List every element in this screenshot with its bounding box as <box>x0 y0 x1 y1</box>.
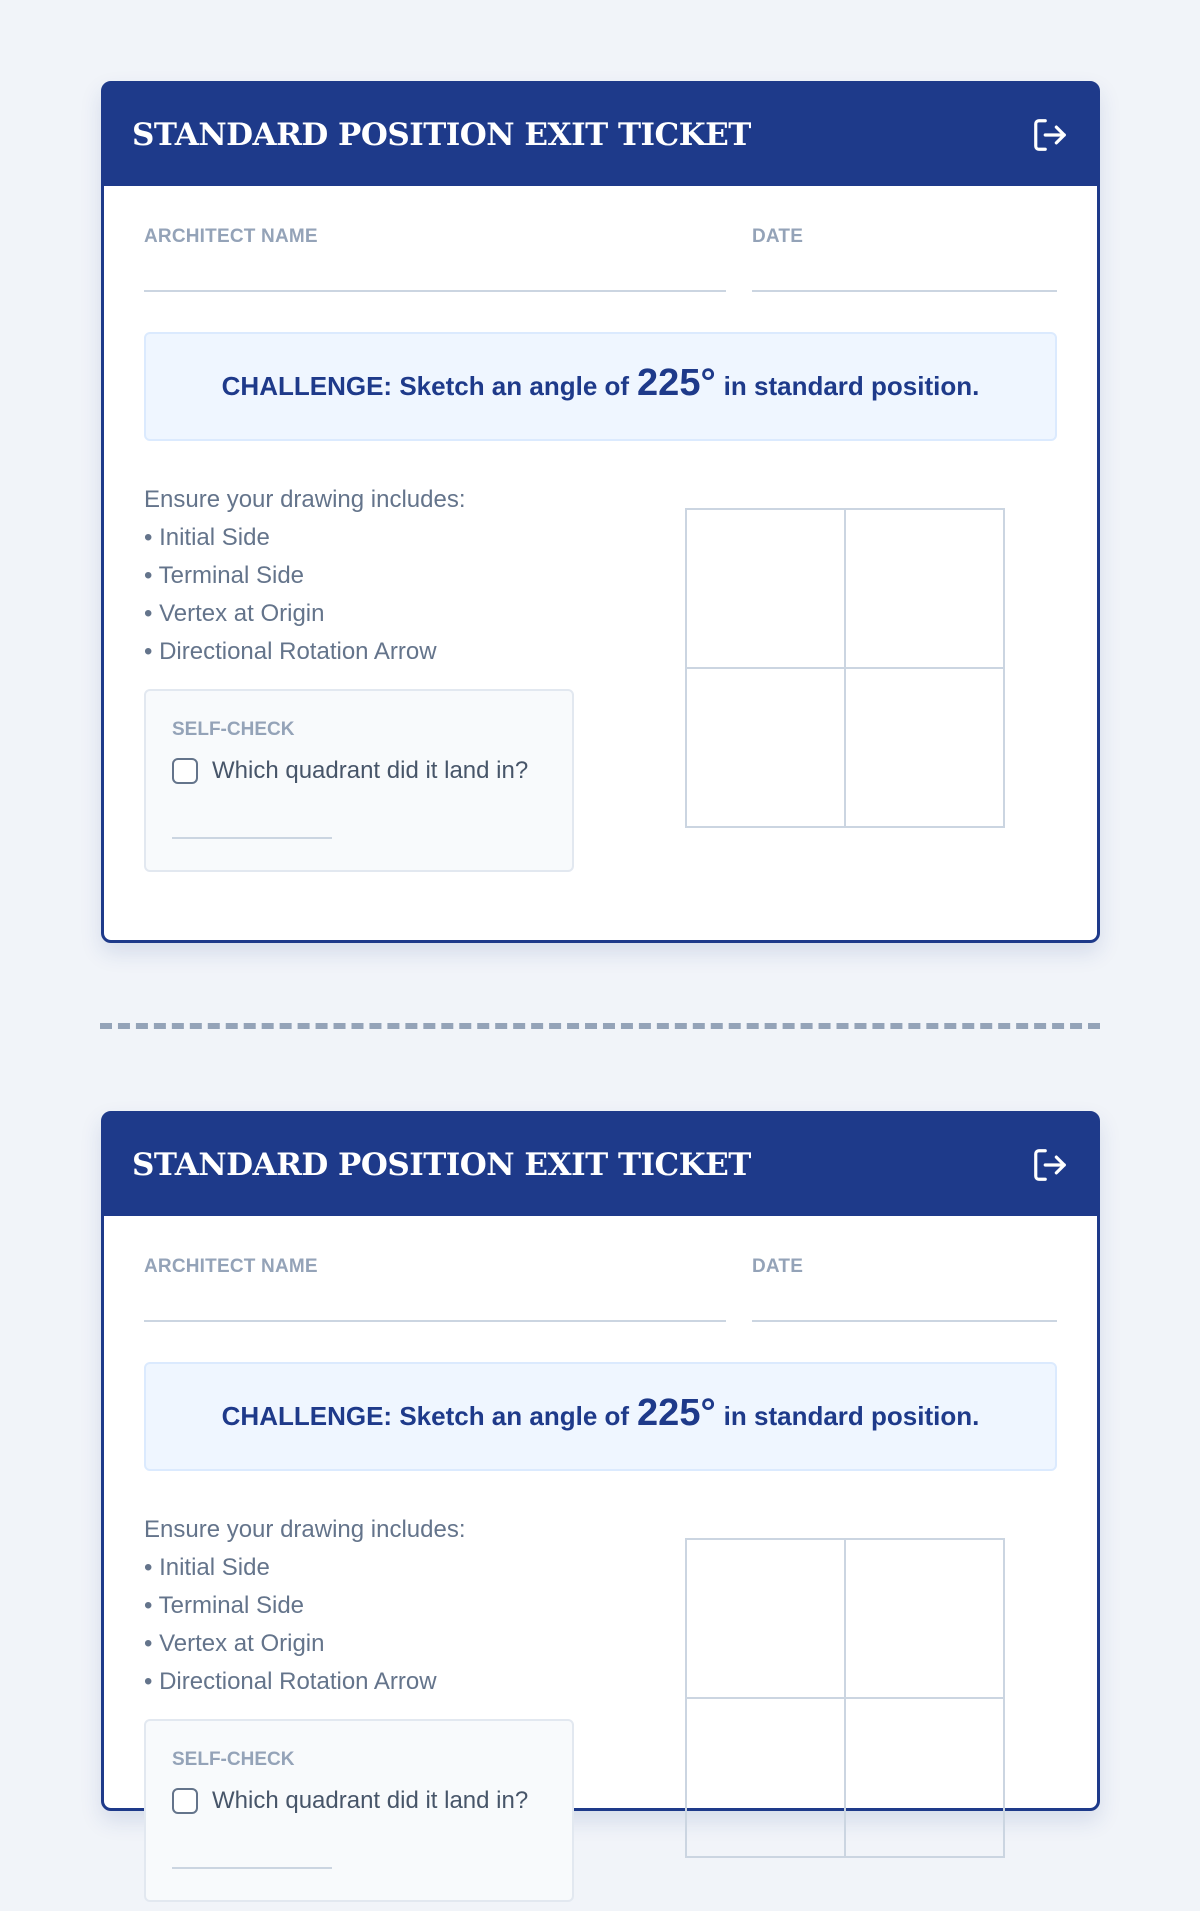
challenge-prefix: CHALLENGE: Sketch an angle of <box>221 1401 630 1431</box>
list-item: • Terminal Side <box>144 562 305 589</box>
self-check-row <box>172 1787 546 1815</box>
cut-line-divider <box>100 1023 1100 1029</box>
self-check-row <box>172 757 546 785</box>
ticket-content <box>144 1511 1057 1911</box>
ticket-header <box>104 1114 1097 1216</box>
list-item: • Directional Rotation Arrow <box>144 638 437 665</box>
date-label: DATE <box>752 226 804 247</box>
list-item: • Terminal Side <box>144 1592 305 1619</box>
architect-name-field[interactable] <box>144 1256 726 1322</box>
architect-name-line[interactable] <box>144 1320 726 1322</box>
coordinate-grid[interactable] <box>685 1538 1005 1858</box>
list-item: • Initial Side <box>144 524 270 551</box>
self-check-question: Which quadrant did it land in? <box>212 757 529 784</box>
ticket-fields <box>144 1256 1057 1322</box>
ticket-fields <box>144 226 1057 292</box>
architect-name-field[interactable] <box>144 226 726 292</box>
instructions-intro: Ensure your drawing includes: <box>144 486 466 513</box>
list-item: • Initial Side <box>144 1554 270 1581</box>
ticket-content <box>144 481 1057 881</box>
list-item: • Vertex at Origin <box>144 600 325 627</box>
x-axis-line <box>687 1697 1003 1699</box>
architect-name-line[interactable] <box>144 290 726 292</box>
date-label: DATE <box>752 1256 804 1277</box>
ticket-body <box>104 1216 1097 1911</box>
date-line[interactable] <box>752 1320 1057 1322</box>
list-item: • Vertex at Origin <box>144 1630 325 1657</box>
list-item: • Directional Rotation Arrow <box>144 1668 437 1695</box>
quadrant-answer-line[interactable] <box>172 837 332 839</box>
coordinate-grid[interactable] <box>685 508 1005 828</box>
challenge-angle: 225° <box>637 1392 716 1434</box>
instructions-list <box>144 519 574 671</box>
challenge-prefix: CHALLENGE: Sketch an angle of <box>221 371 630 401</box>
exit-ticket <box>101 1111 1100 1814</box>
instructions-intro: Ensure your drawing includes: <box>144 1516 466 1543</box>
self-check-label: SELF-CHECK <box>172 1749 295 1770</box>
exit-ticket <box>101 81 1100 943</box>
date-field[interactable] <box>752 1256 1057 1322</box>
instructions <box>144 1511 574 1701</box>
challenge-box <box>144 332 1057 441</box>
self-check-box <box>144 1719 574 1902</box>
self-check-checkbox[interactable] <box>172 1788 198 1814</box>
challenge-box <box>144 1362 1057 1471</box>
ticket-body <box>104 186 1097 881</box>
self-check-question: Which quadrant did it land in? <box>212 1787 529 1814</box>
self-check-box <box>144 689 574 872</box>
exit-icon <box>1031 116 1069 154</box>
ticket-title: STANDARD POSITION EXIT TICKET <box>132 117 751 153</box>
ticket-title: STANDARD POSITION EXIT TICKET <box>132 1147 751 1183</box>
instructions <box>144 481 574 671</box>
challenge-angle: 225° <box>637 362 716 404</box>
architect-name-label: ARCHITECT NAME <box>144 1256 318 1277</box>
exit-icon <box>1031 1146 1069 1184</box>
ticket-header <box>104 84 1097 186</box>
date-line[interactable] <box>752 290 1057 292</box>
date-field[interactable] <box>752 226 1057 292</box>
challenge-suffix: in standard position. <box>723 371 980 401</box>
instructions-list <box>144 1549 574 1701</box>
self-check-checkbox[interactable] <box>172 758 198 784</box>
quadrant-answer-line[interactable] <box>172 1867 332 1869</box>
architect-name-label: ARCHITECT NAME <box>144 226 318 247</box>
challenge-suffix: in standard position. <box>723 1401 980 1431</box>
x-axis-line <box>687 667 1003 669</box>
self-check-label: SELF-CHECK <box>172 719 295 740</box>
